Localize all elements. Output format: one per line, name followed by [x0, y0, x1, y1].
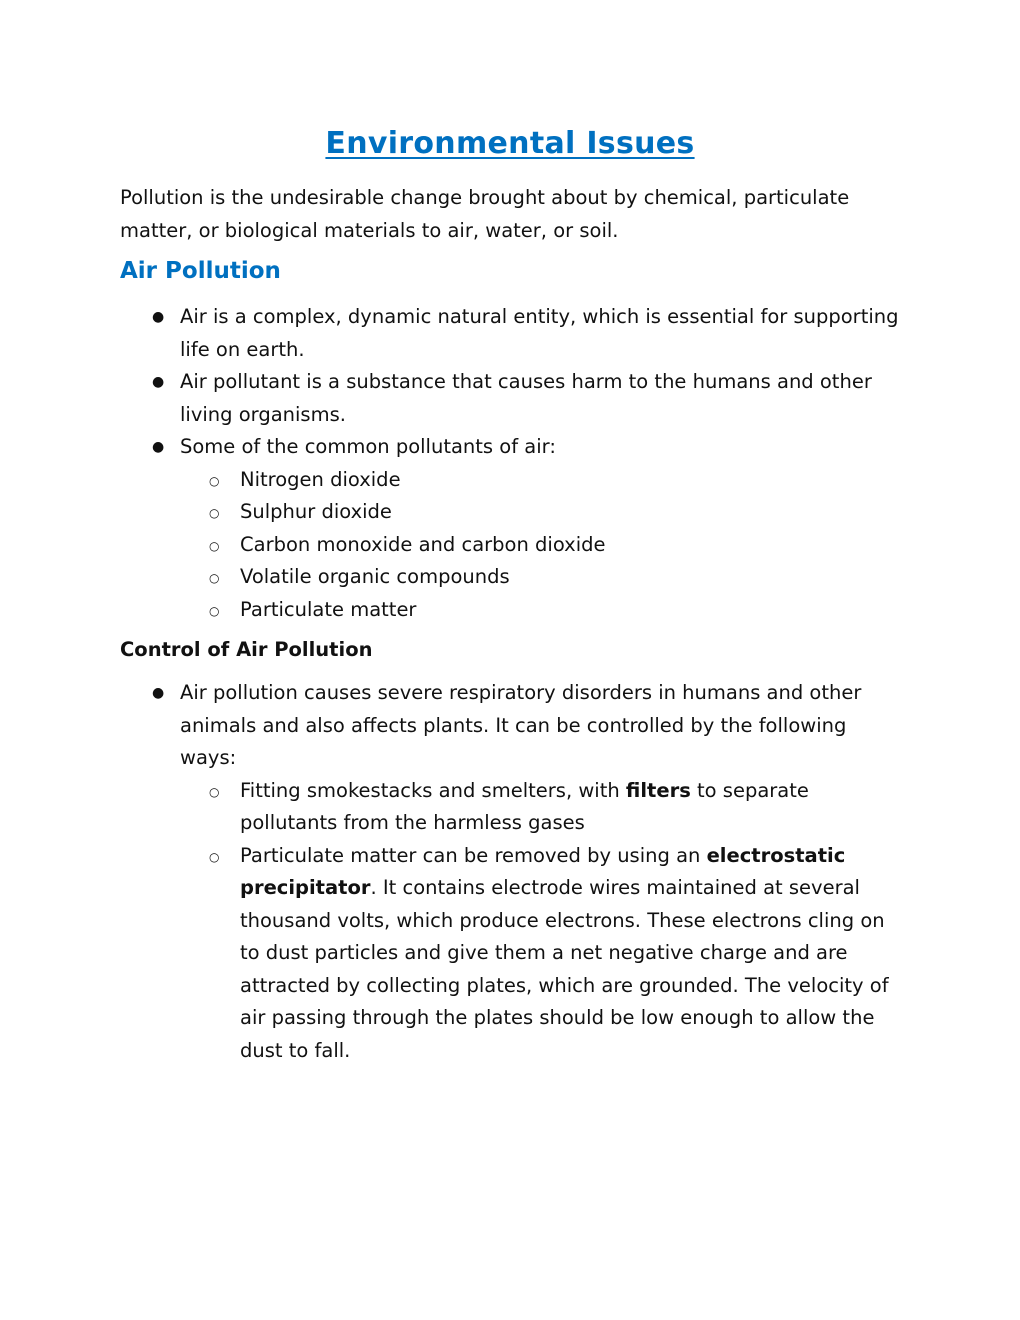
control-list — [120, 677, 900, 1067]
list-item: ● Air is a complex, dynamic natural entity, which is essential for supporting life on earth. — [120, 301, 900, 366]
bold-term: electrostatic precipitator — [240, 843, 846, 899]
bullet-icon: ● — [152, 439, 165, 455]
list-item: ● Air pollution causes severe respiratory disorders in humans and other animals and also affects plants. It can be controlled by the following ways: ○ Fitting smokestacks and smelters, with filters to separate pollutants from the harmless gases ○ Particulate matter can be removed by using an electrostatic precipitator. It contains electrode wires maintained at several thousand volts, which produce electrons. These electrons cling on to dust particles and give them a net negative charge and are attracted by collecting plates, which are grounded. The velocity of air passing through the plates should be low enough to allow the dust to fall. — [120, 677, 900, 1067]
list-item: ● Air pollutant is a substance that causes harm to the humans and other living organisms. — [120, 366, 900, 431]
control-methods-list — [180, 775, 900, 1068]
air-pollution-list — [120, 301, 900, 626]
bold-term: filters — [625, 778, 691, 802]
bullet-icon: ● — [152, 374, 165, 390]
circle-bullet-icon: ○ — [209, 538, 220, 553]
document-title: Environmental Issues — [325, 126, 695, 161]
list-item: ○ Sulphur dioxide — [180, 496, 900, 529]
pollutants-list — [180, 464, 900, 627]
circle-bullet-icon: ○ — [209, 473, 220, 488]
control-heading: Control of Air Pollution — [120, 638, 373, 661]
list-item: ○ Nitrogen dioxide — [180, 464, 900, 497]
circle-bullet-icon: ○ — [209, 603, 220, 618]
bullet-icon: ● — [152, 685, 165, 701]
intro-paragraph: Pollution is the undesirable change brought about by chemical, particulate matter, or biological materials to air, water, or soil. — [120, 186, 850, 242]
list-item: ● Some of the common pollutants of air: ○ Nitrogen dioxide ○ Sulphur dioxide ○ Carbon monoxide and carbon dioxide ○ Volatile organic compounds ○ Particulate matter — [120, 431, 900, 626]
list-item: ○ Particulate matter — [180, 594, 900, 627]
list-item: ○ Volatile organic compounds — [180, 561, 900, 594]
circle-bullet-icon: ○ — [209, 571, 220, 585]
circle-bullet-icon: ○ — [209, 849, 220, 864]
list-item: ○ Particulate matter can be removed by using an electrostatic precipitator. It contains electrode wires maintained at several thousand volts, which produce electrons. These electrons cling on to dust particles and give them a net negative charge and are attracted by collecting plates, which are grounded. The velocity of air passing through the plates should be low enough to allow the dust to fall. — [180, 840, 900, 1068]
circle-bullet-icon: ○ — [209, 784, 220, 799]
list-item: ○ Fitting smokestacks and smelters, with filters to separate pollutants from the harmless gases — [180, 775, 900, 840]
bullet-icon: ● — [152, 309, 165, 325]
list-item: ○ Carbon monoxide and carbon dioxide — [180, 529, 900, 562]
air-pollution-heading: Air Pollution — [120, 258, 281, 284]
circle-bullet-icon: ○ — [209, 506, 220, 520]
